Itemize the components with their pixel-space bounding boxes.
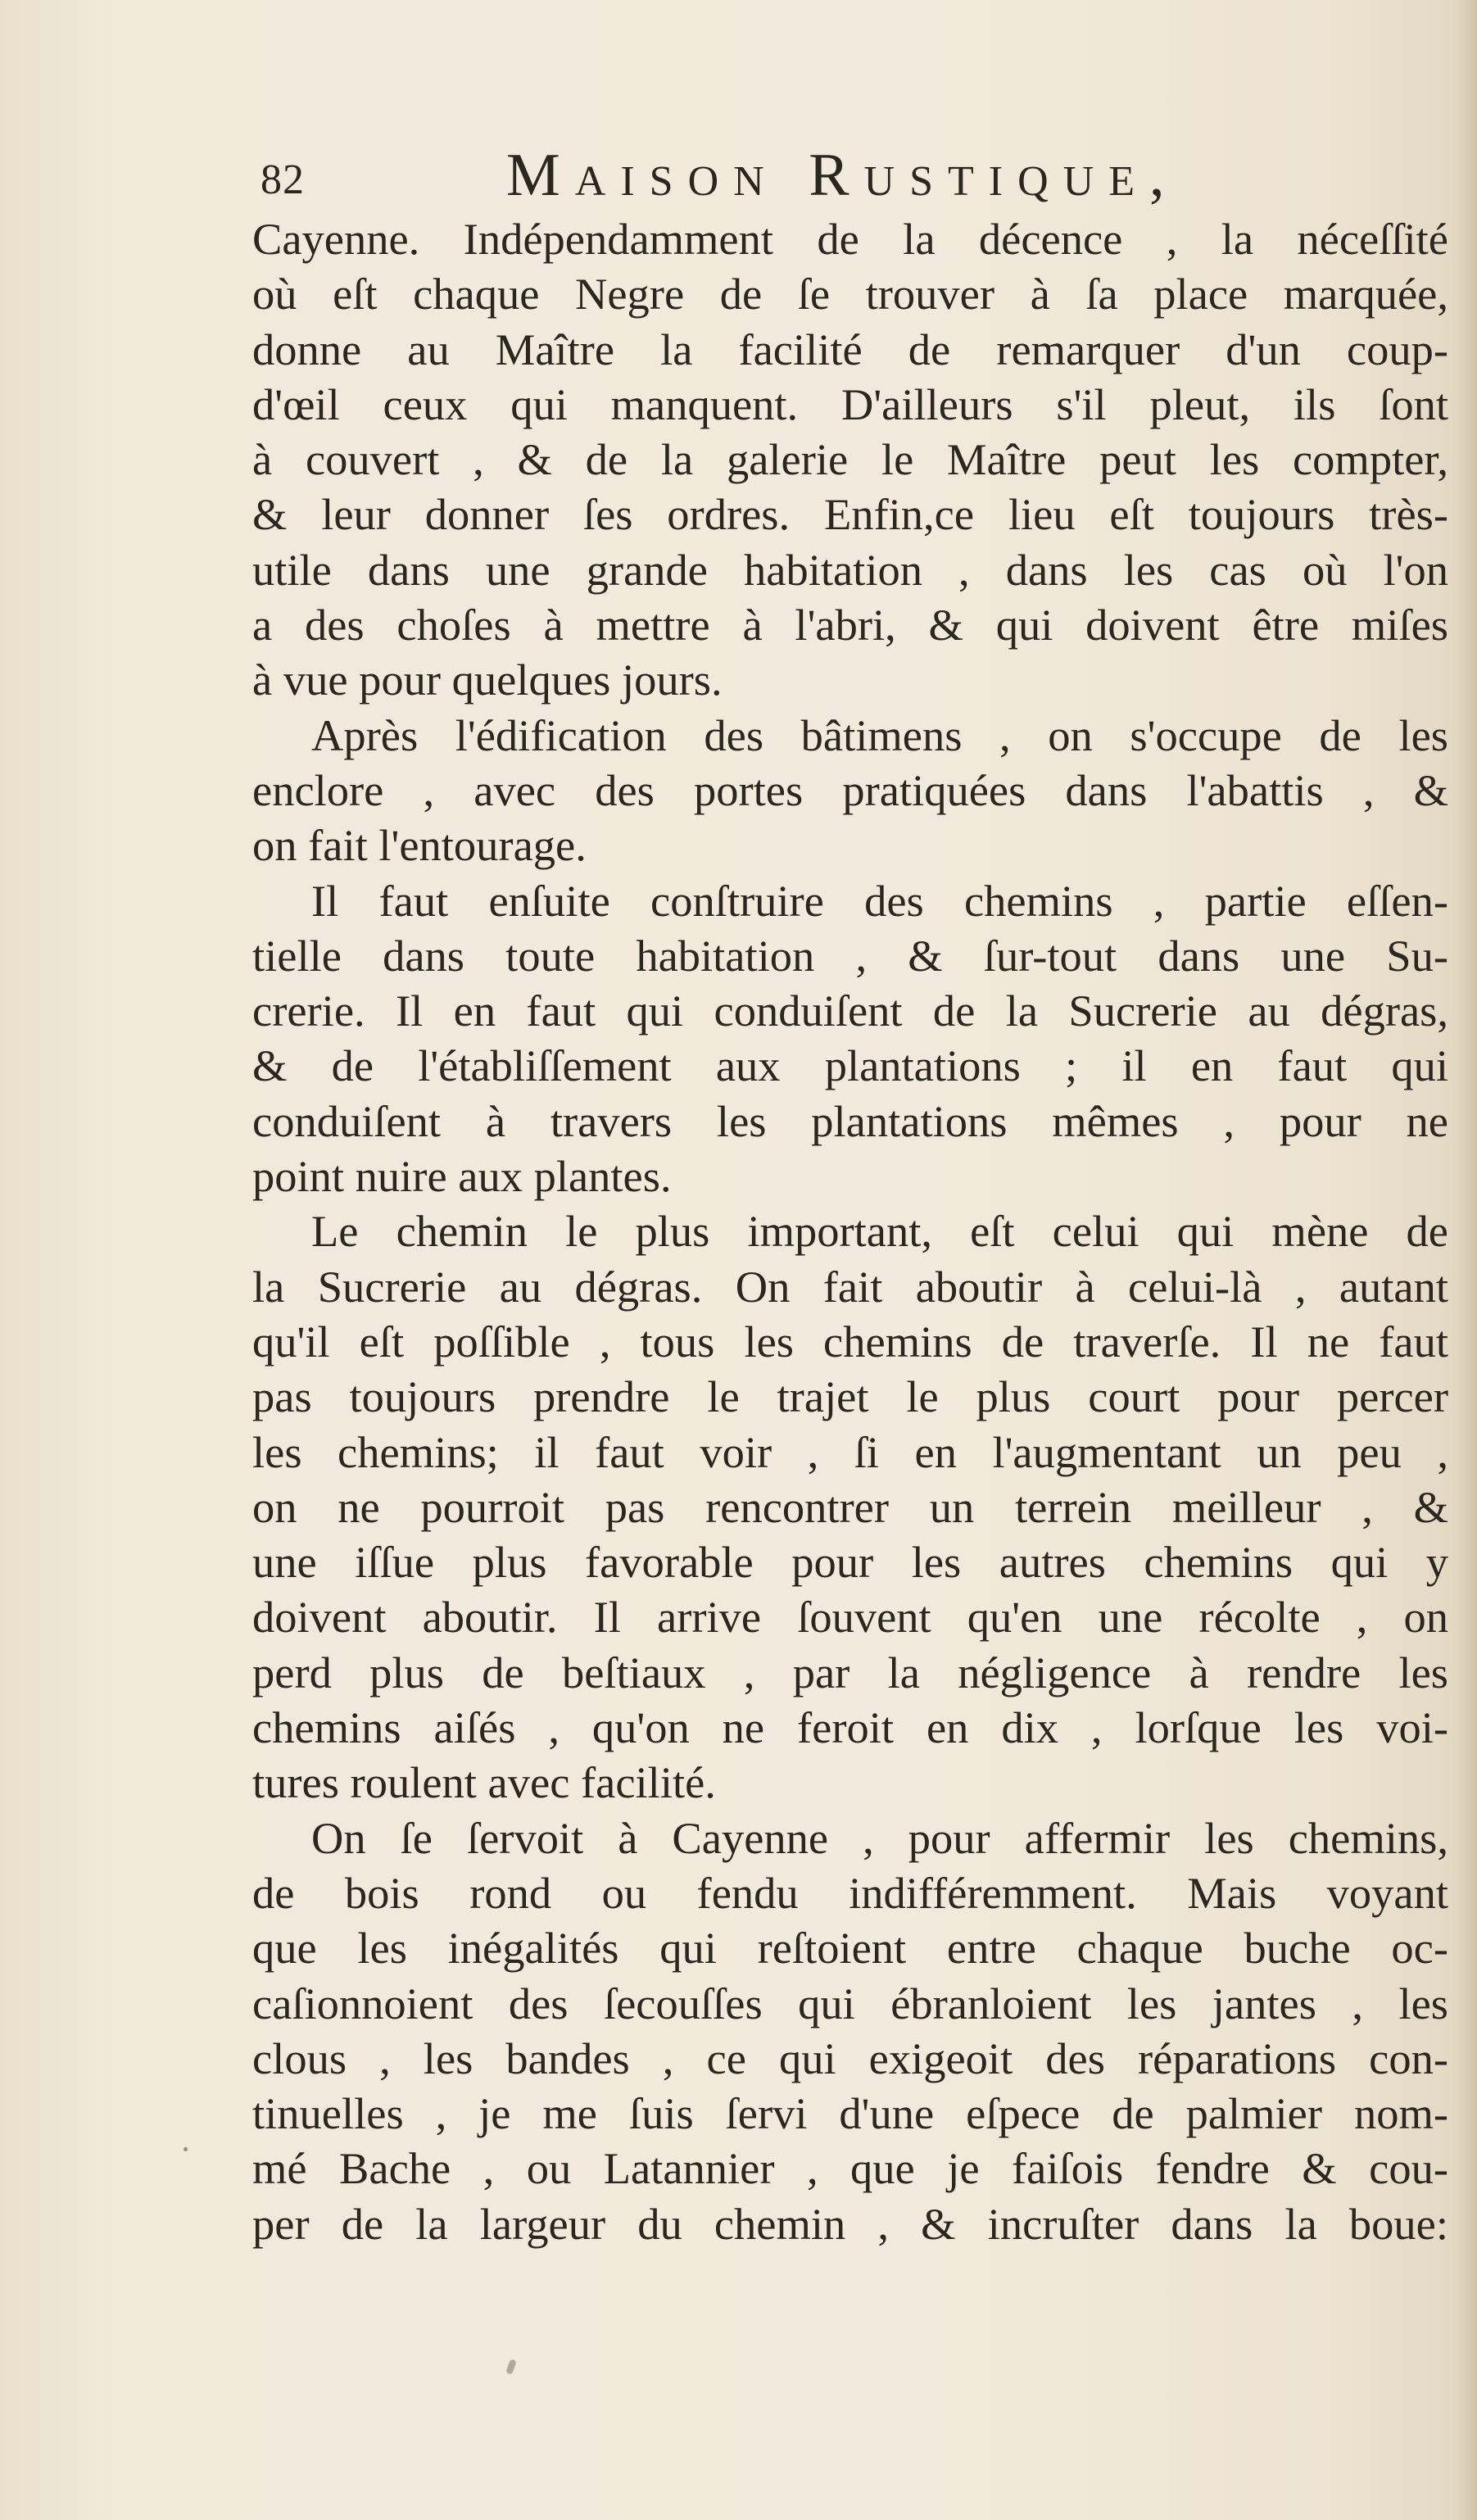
text-line: tielle dans toute habitation , & ſur-tout dans une Su-	[252, 930, 1448, 981]
page-edge-shadow	[1452, 0, 1477, 2520]
paragraph-start-line: On ſe ſervoit à Cayenne , pour affermir les chemins,	[311, 1812, 1448, 1863]
text-line: enclore , avec des portes pratiquées dans l'abattis , &	[252, 764, 1448, 815]
text-line: où eſt chaque Negre de ſe trouver à ſa place marquée,	[252, 269, 1448, 320]
ink-speck	[183, 2147, 188, 2151]
text-line: clous , les bandes , ce qui exigeoit des réparations con-	[252, 2033, 1448, 2083]
ink-smudge	[505, 2359, 517, 2375]
text-line: les chemins; il faut voir , ſi en l'augmentant un peu ,	[252, 1426, 1448, 1477]
text-line: la Sucrerie au dégras. On fait aboutir à celui-là , autant	[252, 1261, 1448, 1312]
text-line: crerie. Il en faut qui conduiſent de la Sucrerie au dégras,	[252, 986, 1448, 1036]
text-line: conduiſent à travers les plantations mêmes , pour ne	[252, 1095, 1448, 1146]
text-line: que les inégalités qui reſtoient entre chaque buche oc-	[252, 1923, 1448, 1974]
text-line: à couvert , & de la galerie le Maître peut les compter,	[252, 434, 1448, 485]
text-line: donne au Maître la facilité de remarquer d'un coup-	[252, 324, 1448, 374]
text-line: qu'il eſt poſſible , tous les chemins de traverſe. Il ne faut	[252, 1316, 1448, 1367]
text-line: caſionnoient des ſecouſſes qui ébranloient les jantes , les	[252, 1978, 1448, 2028]
text-line: point nuire aux plantes.	[252, 1151, 672, 1202]
text-line: & leur donner ſes ordres. Enfin,ce lieu eſt toujours très-	[252, 489, 1448, 540]
text-line: utile dans une grande habitation , dans les cas où l'on	[252, 544, 1448, 595]
text-line: perd plus de beſtiaux , par la négligence à rendre les	[252, 1647, 1448, 1697]
text-line: & de l'établiſſement aux plantations ; il en faut qui	[252, 1040, 1448, 1091]
running-title: Maison Rustique,	[506, 142, 1180, 209]
text-line: Cayenne. Indépendamment de la décence , la néceſſité	[252, 214, 1448, 264]
text-line: de bois rond ou fendu indifféremment. Mais voyant	[252, 1867, 1448, 1918]
text-line: tinuelles , je me ſuis ſervi d'une eſpece de palmier nom-	[252, 2088, 1448, 2139]
text-line: une iſſue plus favorable pour les autres chemins qui y	[252, 1537, 1448, 1588]
text-line: tures roulent avec facilité.	[252, 1757, 716, 1808]
paragraph-start-line: Il faut enſuite conſtruire des chemins , partie eſſen-	[311, 875, 1448, 926]
paragraph-start-line: Après l'édification des bâtimens , on s'occupe de les	[311, 709, 1448, 760]
text-line: chemins aiſés , qu'on ne feroit en dix , lorſque les voi-	[252, 1702, 1448, 1753]
text-line: on fait l'entourage.	[252, 820, 587, 871]
text-line: per de la largeur du chemin , & incruſter dans la boue:	[252, 2198, 1448, 2249]
page-header	[261, 141, 1244, 215]
text-line: on ne pourroit pas rencontrer un terrein meilleur , &	[252, 1481, 1448, 1532]
text-line: d'œil ceux qui manquent. D'ailleurs s'il pleut, ils ſont	[252, 378, 1448, 429]
text-line: pas toujours prendre le trajet le plus court pour percer	[252, 1371, 1448, 1422]
page-number: 82	[261, 156, 305, 203]
body-text	[252, 211, 1448, 2251]
paragraph-start-line: Le chemin le plus important, eſt celui qui mène de	[311, 1206, 1448, 1257]
text-line: doivent aboutir. Il arrive ſouvent qu'en une récolte , on	[252, 1592, 1448, 1643]
text-line: à vue pour quelques jours.	[252, 655, 723, 705]
text-line: a des choſes à mettre à l'abri, & qui doivent être miſes	[252, 600, 1448, 650]
text-line: mé Bache , ou Latannier , que je faiſois fendre & cou-	[252, 2143, 1448, 2194]
